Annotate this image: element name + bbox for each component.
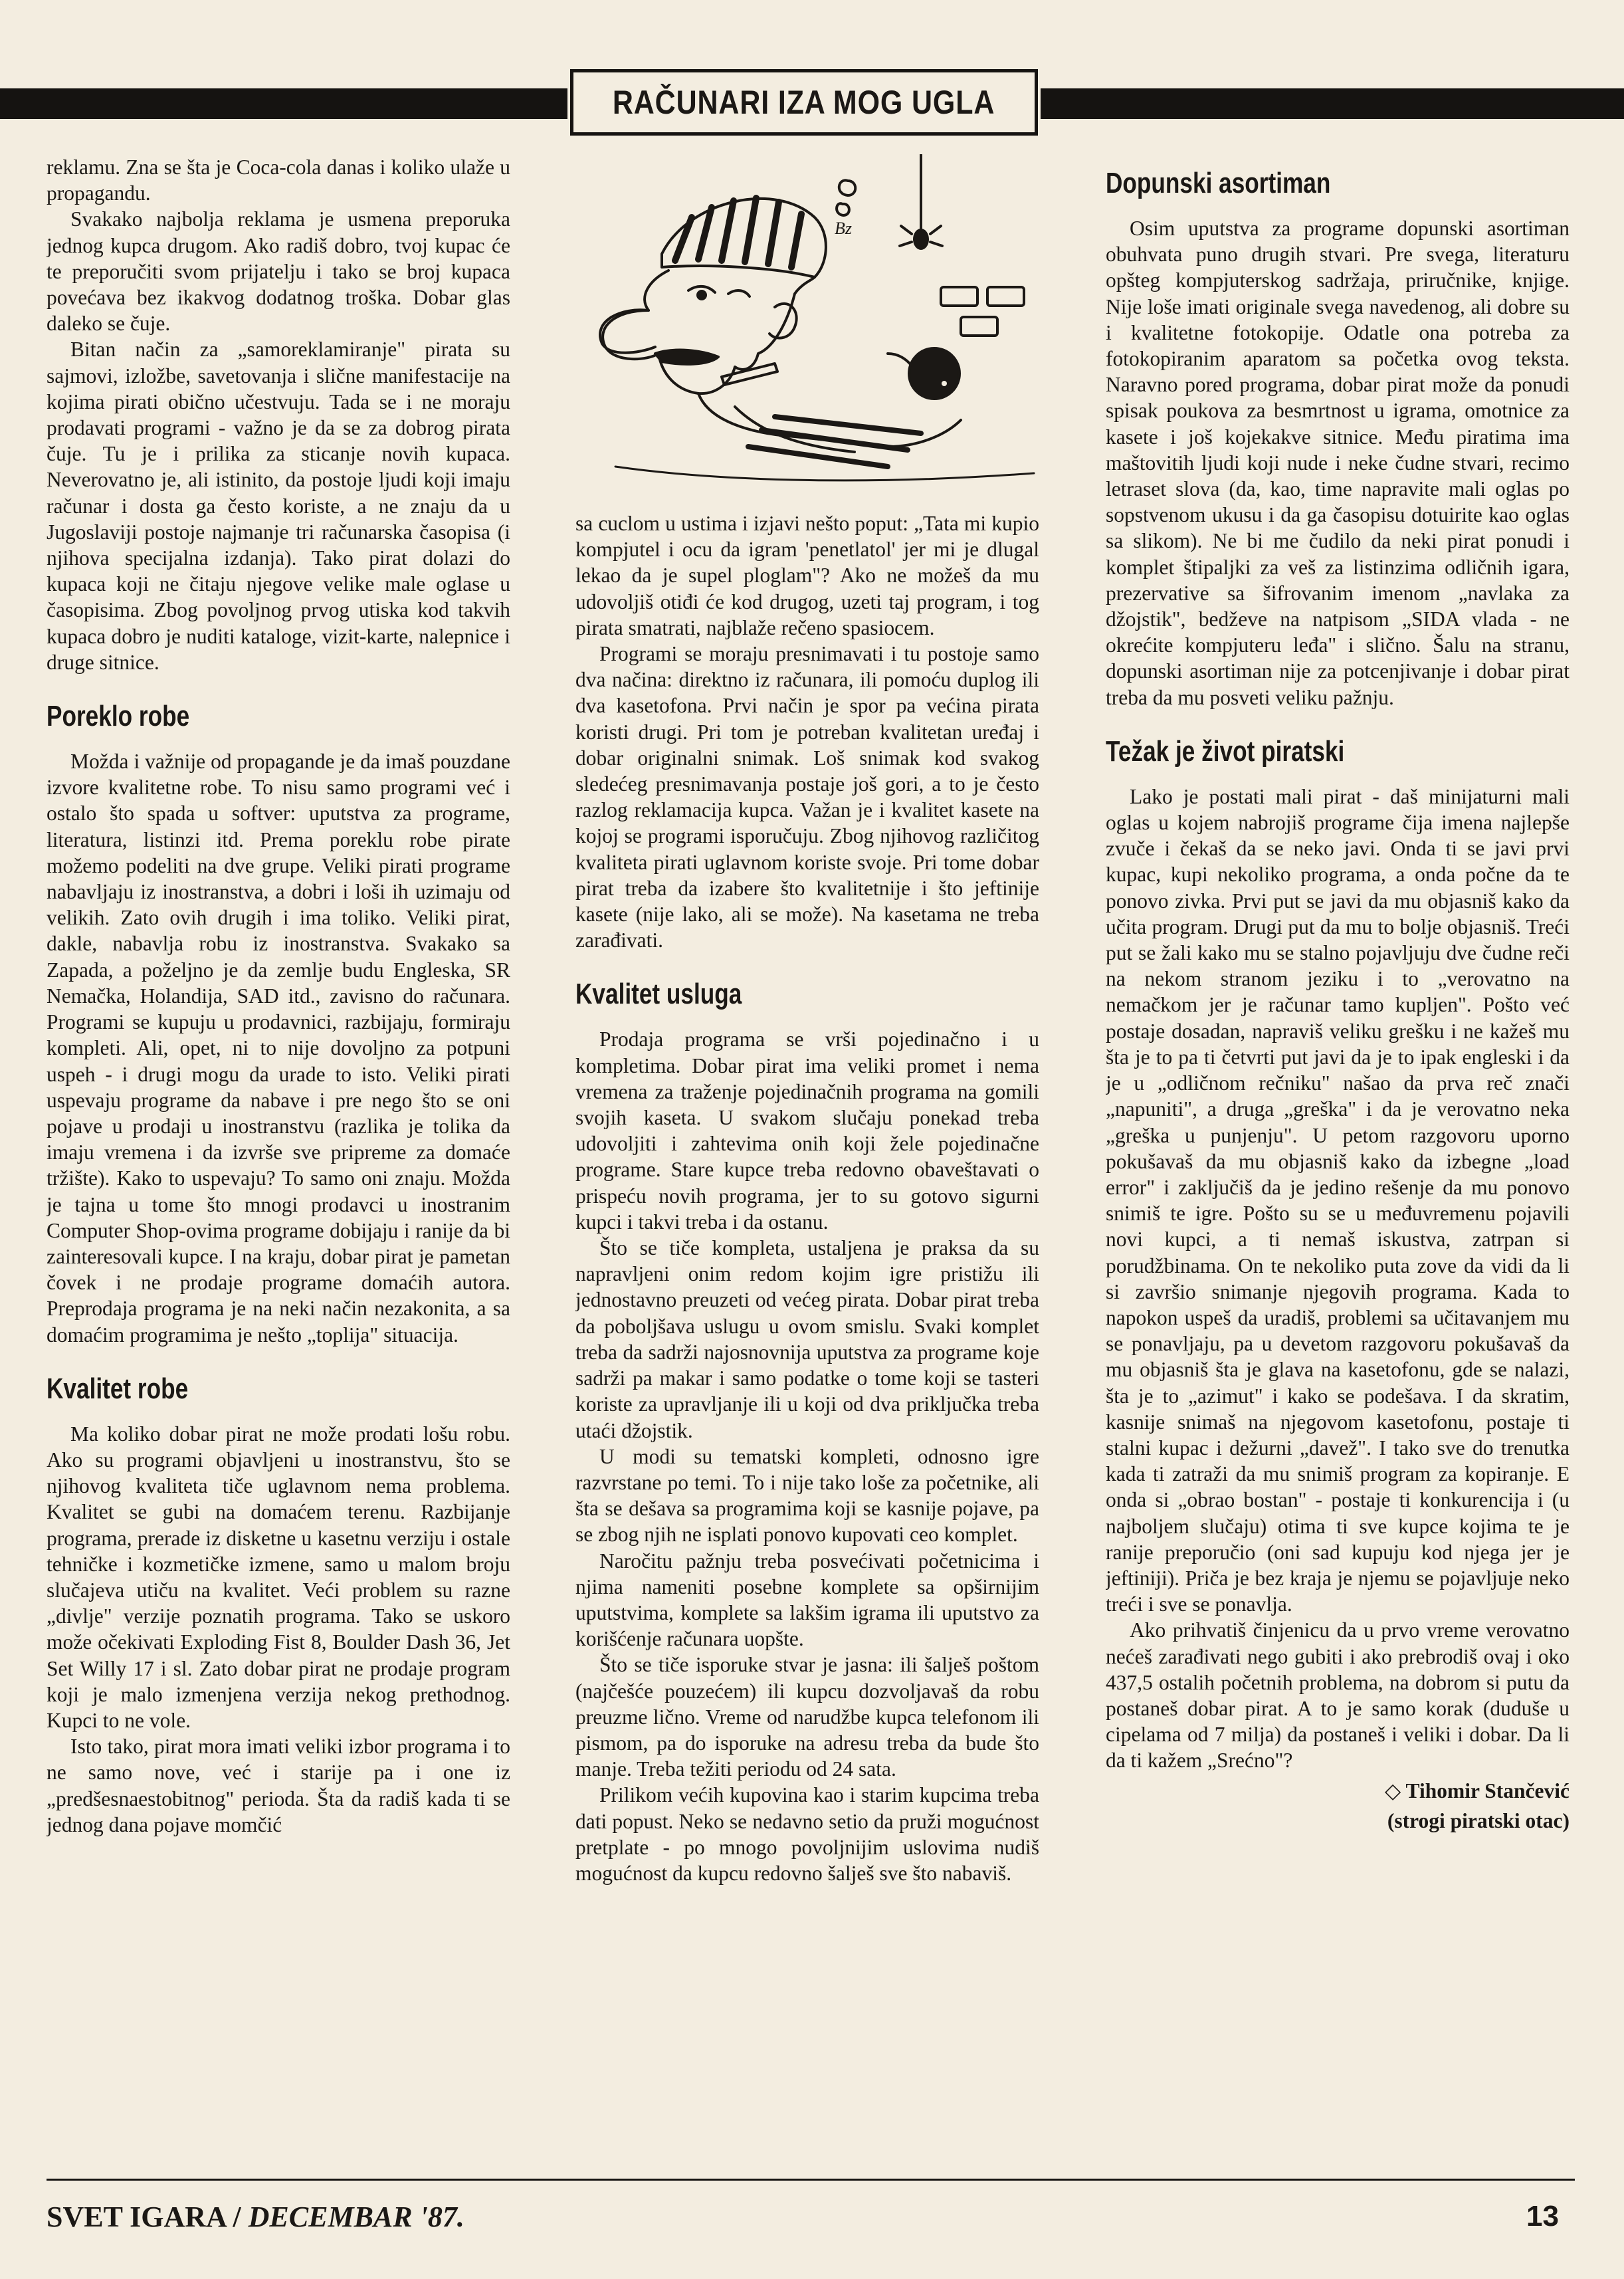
paragraph: Svakako najbolja reklama je usmena preporuka jednog kupca drugom. Ako radiš dobro, tvoj kupac će te preporučiti svom prijatelju i tako se broj kupaca povećava bez ikakvog dodatnog troška. Dobar glas daleko se čuje. [47,207,510,336]
paragraph: Što se tiče kompleta, ustaljena je praksa da su napravljeni onim redom kojim igre pristižu ili jednostavno preuzeti od većeg pirata. Dobar pirat treba da poboljšava uslugu u ovom smislu. Svaki komplet treba da sadrži najosnovnija uputstva za programe koje sadrži pa makar i samo podatke o tome koji se tasteri koriste za upravljanje ili u koji od dva priključka treba utaći džojstik. [575,1236,1039,1442]
section-title: RAČUNARI IZA MOG UGLA [613,84,995,121]
paragraph: Isto tako, pirat mora imati veliki izbor programa i to ne samo nove, već i starije pa i one iz „predšesnaestobitnog" perioda. Šta da radiš kada ti se jednog dana pojave momčić [47,1735,510,1836]
paragraph: Lako je postati mali pirat - daš minijaturni mali oglas u kojem nabrojiš programe čija imena najlepše zvuče i čekaš da se neko javi. Onda ti se javi prvi kupac, kupi nekoliko programa, a onda počne da te ponovo zivka. Prvi put se javi da mu objasniš kako da učita program. Drugi put da mu to bolje objasniš. Treći put se žali kako mu se stalno pojavljuju dve čudne reči na nekom stranom jeziku i to „verovatno na nemačkom jer je računar tamo kupljen". Pošto već postaje dosadan, napraviš veliku grešku i ne kažeš mu šta je to pa ti četvrti put javi da je to ipak engleski i da je u „odličnom rečniku" našao da prva reč znači „napuniti", a druga „greška" i da je verovatno neka „greška u punjenju". U petom razgovoru uporno pokušavaš da mu objasniš kako da izbegne „load error" i zaključiš da je jedino rešenje da mu ponovo snimiš te igre. Pošto su se u međuvremenu pojavili novi kupci, a ti nemaš iskustva, zatrpan si porudžbinama. On te nekoliko puta zove da vidi da li si završio snimanje njegovih programa. Kada to napokon uspeš da uradiš, problemi sa učitavanjem mu se ponavljaju, pa u devetom razgovoru pokušavaš da mu objasniš šta je glava na kasetofonu, gde se nalazi, šta je to „azimut" i kako se podešava. I da skratim, kasnije snimaš na njegovom kasetofonu, postaje ti stalni kupac i dežurni „davež". I tako sve do trenutka kada ti zatraži da mu snimiš program za kopiranje. E onda si „obrao bostan" - postaje ti konkurencija i (u najboljem slučaju) otima ti sve kupce kojima te je ranije preporučio (oni sad kupuju kod njega jer je jeftiniji). Priča je bez kraja je njemu se pojavljuje neko treći i sve se ponavlja. [1106,784,1570,1616]
paragraph: Ma koliko dobar pirat ne može prodati lošu robu. Ako su programi objavljeni u inostranstvu, što se njihovog kvaliteta tiče uglavnom nema problema. Kvalitet se gubi na domaćem terenu. Razbijanje programa, prerade iz disketne u kasetnu verziju i ostale tehničke i kozmetičke izmene, samo u malom broju slučajeva utiču na kvalitet. Veći problem su razne „divlje" verzije poznatih programa. Tako se uskoro može očekivati Exploding Fist 8, Boulder Dash 36, Jet Set Willy 17 i sl. Zato dobar pirat ne prodaje program koji je malo izmenjena verzija nekog prethodnog. Kupci to ne vole. [47,1422,510,1732]
subheading-poreklo-robe: Poreklo robe [47,700,190,733]
column-3 [1106,154,1570,1915]
author-signature: ◇ Tihomir Stančević [1385,1779,1570,1802]
paragraph: Bitan način za „samoreklamiranje" pirata su sajmovi, izložbe, savetovanja i slične manifestacije na kojima pirati obično učestvuju. Tada se i ne moraju prodavati programi - važno je da se za dobrog pirata čuje. Tu je i prilika za sticanje novih kupaca. Neverovatno je, ali istinito, da postoje ljudi koji imaju računar i dosta ga često koriste, a ne znaju da u Jugoslaviji postoje najmanje tri računarska časopisa (i njihova specijalna izdanja). Tako pirat dolazi do kupaca koji ne čitaju njegove velike male oglase u časopisima. Zbog povoljnog prvog utiska kod takvih kupaca dobro je nuditi kataloge, vizit-karte, nalepnice i druge sitnice. [47,338,510,674]
section-header [570,69,1038,136]
paragraph: U modi su tematski kompleti, odnosno igre razvrstane po temi. To i nije tako loše za početnike, ali šta se dešava sa programima koji se kasnije pojave, pa se zbog njih ne isplati ponovo kupovati ceo komplet. [575,1444,1039,1547]
paragraph: Prodaja programa se vrši pojedinačno i u kompletima. Dobar pirat ima veliki promet i nema vremena za traženje pojedinačnih programa na gomili svojih kaseta. U svakom slučaju ponekad treba udovoljiti i zahtevima onih koji žele pojedinačne programe. Stare kupce treba redovno obaveštavati o prispeću novih programa, jer to su gotovo sigurni kupci i takvi treba i da ostanu. [575,1028,1039,1234]
subheading-kvalitet-usluga: Kvalitet usluga [575,978,742,1011]
pirate-cartoon-illustration [575,154,1039,493]
footer-separator: / [233,2201,241,2233]
header-rule-left [0,88,567,119]
illustration-marks: Bz [835,219,852,238]
subheading-tezak-je-zivot-piratski: Težak je život piratski [1106,734,1345,768]
column-2 [575,154,1039,1915]
paragraph: sa cuclom u ustima i izjavi nešto poput: „Tata mi kupio kompjutel i ocu da igram 'penetlatol' jer mi je dlugal lekao da je supel ploglam"? Ako ne možeš da mu udovoljiš otiđi će kod drugog, uzeti taj program, i tog pirata smatrati, najblaže rečeno spasiocem. [575,512,1039,639]
paragraph: Prilikom većih kupovina kao i starim kupcima treba dati popust. Neko se nedavno setio da pruži mogućnost pretplate - po mnogo povoljnijim uslovima nudiš mogućnost da kupcu redovno šalješ sve što nabaviš. [575,1783,1039,1885]
paragraph: Što se tiče isporuke stvar je jasna: ili šalješ poštom (najčešće pouzećem) ili kupcu dozvoljavaš da robu preuzme lično. Vreme od narudžbe kupca telefonom ili pismom, pa do isporuke na adresu treba da bude što manje. Treba težiti periodu od 24 sata. [575,1653,1039,1781]
paragraph: Ako prihvatiš činjenicu da u prvo vreme verovatno nećeš zarađivati nego gubiti i ako prebrodiš ovaj i oko 437,5 ostalih početnih problema, na dobrom si putu da postaneš dobar pirat. A to je samo korak (duduše u cipelama od 7 milja) da postaneš i veliki i dobar. Da li da ti kažem „Srećno"? [1106,1618,1570,1773]
issue-date: DECEMBAR '87. [248,2201,464,2233]
subheading-dopunski-asortiman: Dopunski asortiman [1106,167,1331,199]
column-1 [47,154,510,1915]
paragraph: Programi se moraju presnimavati i tu postoje samo dva načina: direktno iz računara, ili pomoću duplog ili dva kasetofona. Prvi način je spor pa većina pirata koristi drugi. Pri tom je potreban kvalitetan uređaj i dobar originalni snimak. Loš snimak kod svakog sledećeg presnimavanja postaje još gori, a to je često razlog reklamacija kupca. Važan je i kvalitet kasete na kojoj se programi isporučuju. Zbog njihovog različitog kvaliteta pirati uglavnom koriste svoje. Pri tome dobar pirat treba da izabere što kvalitetnije i što jeftinije kasete (nije lako, ali se može). Na kasetama ne treba zarađivati. [575,642,1039,952]
page-number: 13 [1526,2200,1559,2232]
paragraph: reklamu. Zna se šta je Coca-cola danas i koliko ulaže u propagandu. [47,156,510,205]
paragraph: Možda i važnije od propagande je da imaš pouzdane izvore kvalitetne robe. To nisu samo programi već i ostalo što spada u softver: uputstva za programe, literatura, listinzi itd. Prema poreklu robe pirate možemo podeliti na dve grupe. Veliki pirati programe nabavljaju iz inostranstva, a dobri i loši ih uzimaju od velikih. Zato ovih drugih i ima toliko. Veliki pirat, dakle, nabavlja robu iz inostranstva. Svakako sa Zapada, a poželjno je da zemlje budu Engleska, SR Nemačka, Holandija, SAD itd., zavisno do računara. Programi se kupuju u prodavnici, razbijaju, formiraju kompleti. Ali, opet, ni to nije dovoljno za potpuni uspeh - i drugi mogu da urade to isto. Veliki pirati uspevaju programe da nabave i pre nego što se oni pojave u prodaji u inostranstvu (razlika je tolika da imaju vremena i da izvrše sve pripreme za domaće tržište). Kako to uspevaju? To samo oni znaju. Možda je tajna u tome što mnogi prodavci u inostranim Computer Shop-ovima programe dobijaju i ranije da bi zainteresovali kupce. I na kraju, dobar pirat je pametan čovek i ne prodaje programe domaćih autora. Preprodaja programa je na neki način nezakonita, a sa domaćim programima je nešto „toplija" situacija. [47,750,510,1347]
magazine-name: SVET IGARA [47,2201,226,2233]
header-rule-right [1041,88,1624,119]
paragraph: Naročitu pažnju treba posvećivati početnicima i njima nameniti posebne komplete sa opširnijim uputstvima, komplete sa lakšim igrama ili uputstvo za korišćenje računara uopšte. [575,1549,1039,1651]
paragraph: Osim uputstva za programe dopunski asortiman obuhvata puno drugih stvari. Pre svega, literaturu opšteg kompjuterskog sadržaja, priručnike, knjige. Nije loše imati originale svega navedenog, ali dobre su i kvalitetne fotokopije. Odatle ona potreba za fotokopiranim aparatom sa početka ovog teksta. Naravno pored programa, dobar pirat može da ponudi spisak poukova za besmrtnost u igrama, omotnice za kasete i još kojekakve sitnice. Među piratima ima maštovitih ljudi koji nude i neke čudne stvari, recimo letraset slova (da, kao, time napravite mali oglas po sopstvenom ukusu i da ga časopisu dotuirite kao oglas sa slikom). Ne bi me čudilo da neki pirat ponudi i komplet štipaljki za veš za listinzima odličnih igara, prezervative sa šifrovanim imenom „navlaka za džojstik", bedževe na natpisom „SIDA vlada - ne okrećite kompjuteru leđa" i slično. Šalu na stranu, dopunski asortiman nije za potcenjivanje i dobar pirat treba da mu posveti veliku pažnju. [1106,217,1570,709]
subheading-kvalitet-robe: Kvalitet robe [47,1372,189,1405]
footer-magazine-info [47,2200,464,2234]
author-note: (strogi piratski otac) [1387,1808,1570,1832]
footer-rule [47,2179,1575,2181]
